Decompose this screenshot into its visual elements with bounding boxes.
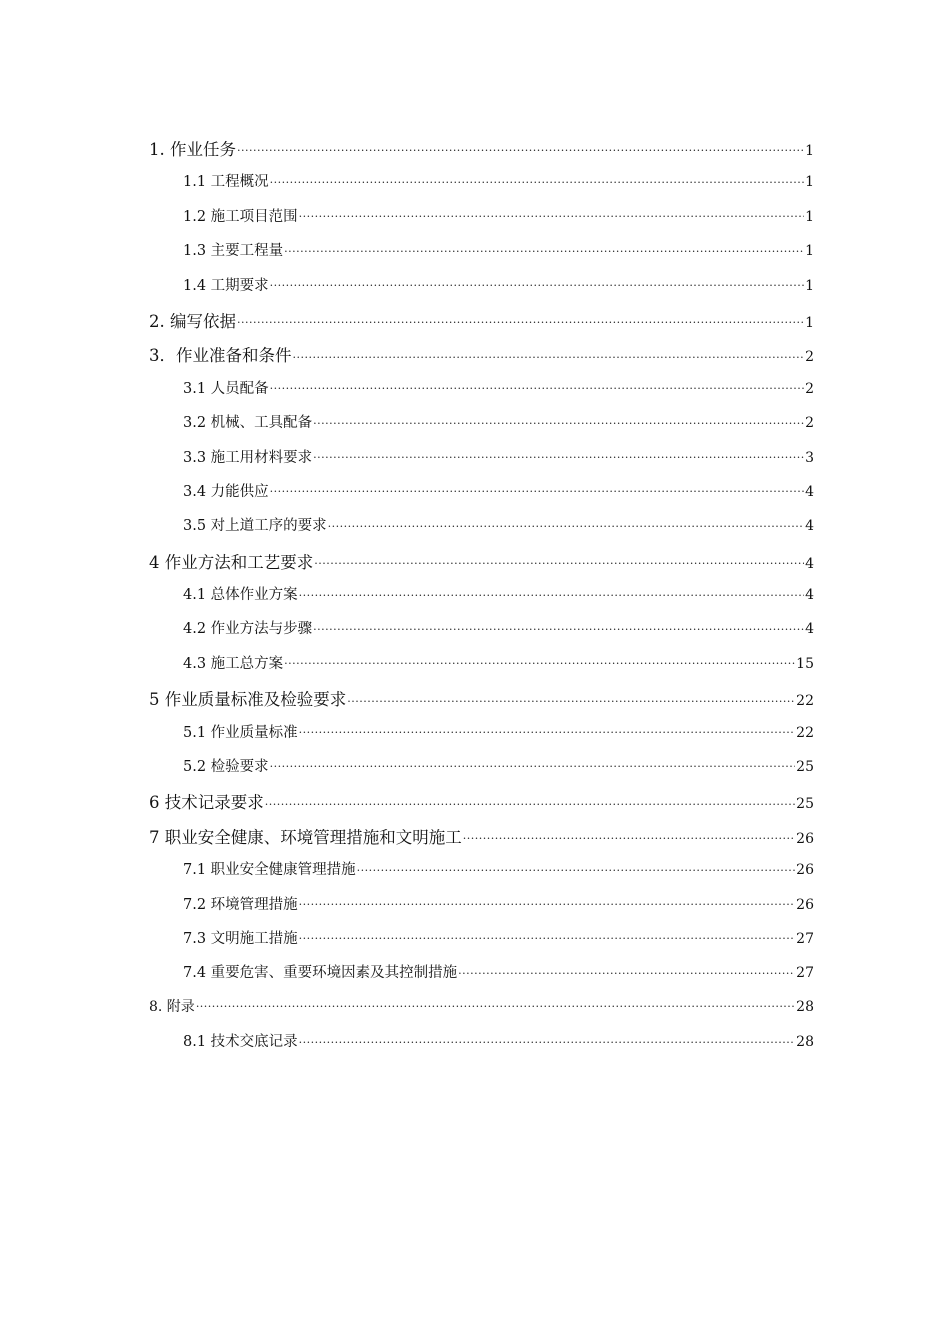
toc-entry[interactable]: [149, 411, 814, 445]
toc-entry-page-number: 2: [805, 349, 814, 366]
toc-entry-page-number: 22: [796, 724, 814, 741]
toc-entry[interactable]: [149, 721, 814, 755]
toc-leader-dots: [299, 1032, 796, 1047]
toc-leader-dots: [314, 551, 804, 568]
toc-leader-dots: [328, 516, 804, 531]
toc-entry[interactable]: [149, 136, 814, 170]
toc-entry-page-number: 25: [796, 796, 814, 813]
toc-entry[interactable]: [149, 1030, 814, 1064]
toc-leader-dots: [237, 310, 804, 327]
table-of-contents: [149, 136, 814, 1065]
toc-entry[interactable]: [149, 824, 814, 858]
toc-entry-label: 6 技术记录要求: [149, 793, 264, 813]
toc-leader-dots: [313, 447, 804, 462]
toc-leader-dots: [284, 653, 795, 668]
toc-entry[interactable]: [149, 446, 814, 480]
toc-entry-label: 4.3 施工总方案: [183, 655, 284, 672]
toc-leader-dots: [293, 345, 805, 362]
toc-entry[interactable]: [149, 239, 814, 273]
toc-entry-label: 3.1 人员配备: [183, 380, 269, 397]
toc-leader-dots: [270, 172, 804, 187]
toc-leader-dots: [299, 928, 796, 943]
toc-leader-dots: [299, 206, 804, 221]
toc-entry-page-number: 27: [796, 930, 814, 947]
toc-entry-label: 1.4 工期要求: [183, 277, 269, 294]
toc-entry-page-number: 1: [805, 174, 814, 191]
toc-leader-dots: [270, 757, 796, 772]
toc-entry-label: 7 职业安全健康、环境管理措施和文明施工: [149, 827, 462, 847]
toc-leader-dots: [237, 139, 804, 156]
toc-leader-dots: [458, 963, 795, 978]
toc-entry[interactable]: [149, 274, 814, 308]
toc-entry[interactable]: [149, 789, 814, 823]
toc-entry-page-number: 1: [805, 143, 814, 159]
toc-leader-dots: [284, 241, 804, 256]
toc-entry-label: 2. 编写依据: [149, 311, 236, 331]
toc-entry[interactable]: [149, 342, 814, 376]
toc-entry[interactable]: [149, 308, 814, 342]
toc-entry-page-number: 26: [796, 830, 814, 847]
toc-entry-page-number: 2: [805, 415, 814, 432]
toc-entry-label: 3.3 施工用材料要求: [183, 449, 313, 466]
toc-entry-page-number: 28: [796, 1034, 814, 1051]
toc-entry-label: 8. 附录: [149, 998, 195, 1015]
toc-leader-dots: [347, 689, 795, 706]
toc-entry-label: 5 作业质量标准及检验要求: [149, 690, 347, 710]
toc-entry[interactable]: [149, 893, 814, 927]
toc-leader-dots: [313, 413, 804, 428]
toc-entry-page-number: 28: [796, 998, 814, 1015]
toc-entry-label: 7.4 重要危害、重要环境因素及其控制措施: [183, 965, 458, 982]
toc-entry-label: 8.1 技术交底记录: [183, 1034, 298, 1051]
toc-entry-label: 3.2 机械、工具配备: [183, 415, 313, 432]
toc-entry-label: 4 作业方法和工艺要求: [149, 552, 314, 572]
toc-leader-dots: [357, 860, 796, 875]
toc-entry-page-number: 26: [796, 896, 814, 913]
toc-entry[interactable]: [149, 205, 814, 239]
toc-entry-label: 7.3 文明施工措施: [183, 930, 298, 947]
toc-entry-label: 7.1 职业安全健康管理措施: [183, 862, 356, 879]
toc-entry[interactable]: [149, 755, 814, 789]
toc-entry-page-number: 27: [796, 965, 814, 982]
toc-entry[interactable]: [149, 652, 814, 686]
toc-entry-page-number: 1: [805, 243, 814, 260]
toc-entry-label: 3.5 对上道工序的要求: [183, 518, 327, 535]
toc-leader-dots: [299, 585, 804, 600]
toc-entry-page-number: 4: [805, 621, 814, 638]
toc-entry-label: 3.4 力能供应: [183, 483, 269, 500]
toc-entry[interactable]: [149, 583, 814, 617]
toc-entry-page-number: 2: [805, 380, 814, 397]
toc-entry[interactable]: [149, 617, 814, 651]
toc-entry-label: 1.2 施工项目范围: [183, 208, 298, 225]
toc-entry-page-number: 3: [805, 449, 814, 466]
toc-entry[interactable]: [149, 858, 814, 892]
toc-leader-dots: [299, 894, 796, 909]
toc-entry-page-number: 22: [796, 693, 814, 710]
toc-entry-page-number: 26: [796, 862, 814, 879]
toc-entry[interactable]: [149, 961, 814, 995]
toc-entry-label: 1.1 工程概况: [183, 174, 269, 191]
toc-entry-page-number: 1: [805, 314, 814, 331]
toc-entry-page-number: 25: [796, 759, 814, 776]
toc-entry[interactable]: [149, 514, 814, 548]
toc-entry[interactable]: [149, 686, 814, 720]
toc-entry[interactable]: [149, 170, 814, 204]
toc-entry-label: 1.3 主要工程量: [183, 243, 284, 260]
toc-leader-dots: [463, 826, 795, 843]
toc-entry[interactable]: [149, 549, 814, 583]
toc-entry[interactable]: [149, 996, 814, 1030]
toc-entry[interactable]: [149, 927, 814, 961]
toc-leader-dots: [270, 275, 804, 290]
toc-entry-label: 4.2 作业方法与步骤: [183, 621, 313, 638]
toc-leader-dots: [265, 792, 795, 809]
toc-entry-label: 7.2 环境管理措施: [183, 896, 298, 913]
toc-entry-label: 1. 作业任务: [149, 140, 236, 159]
toc-leader-dots: [270, 378, 804, 393]
toc-entry-label: 3．作业准备和条件: [149, 346, 292, 366]
toc-entry-page-number: 4: [805, 587, 814, 604]
toc-leader-dots: [313, 619, 804, 634]
toc-entry[interactable]: [149, 377, 814, 411]
toc-entry-page-number: 15: [796, 655, 814, 672]
toc-leader-dots: [270, 481, 804, 496]
toc-entry-page-number: 4: [805, 518, 814, 535]
toc-leader-dots: [196, 997, 795, 1011]
toc-leader-dots: [299, 722, 796, 737]
toc-entry-label: 5.1 作业质量标准: [183, 724, 298, 741]
toc-entry-page-number: 1: [805, 277, 814, 294]
toc-entry-page-number: 4: [805, 555, 814, 572]
toc-entry[interactable]: [149, 480, 814, 514]
toc-entry-label: 4.1 总体作业方案: [183, 587, 298, 604]
toc-entry-label: 5.2 检验要求: [183, 759, 269, 776]
toc-entry-page-number: 4: [805, 483, 814, 500]
toc-entry-page-number: 1: [805, 208, 814, 225]
